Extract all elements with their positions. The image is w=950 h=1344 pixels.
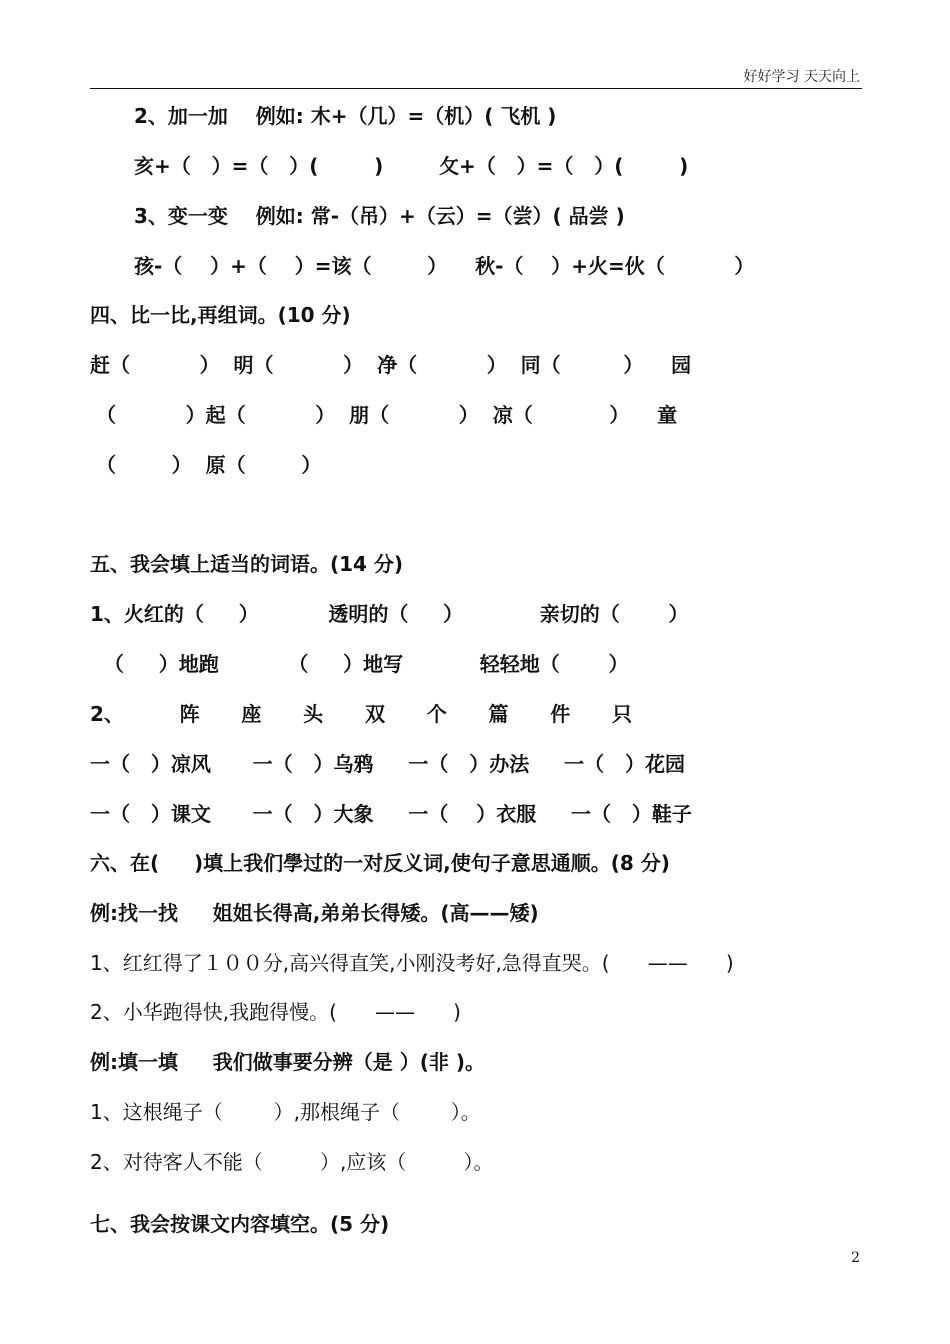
- section-5-q2-row-2: 一（ ）课文 一（ ）大象 一（ ）衣服 一（ ）鞋子: [90, 802, 692, 826]
- section-6-q2: 2、小华跑得快,我跑得慢。( —— ): [90, 1000, 461, 1024]
- section-5-q2-words: 2、 阵 座 头 双 个 篇 件 只: [90, 702, 633, 726]
- section-4-title: 四、比一比,再组词。(10 分): [90, 303, 351, 327]
- section-5-title: 五、我会填上适当的词语。(14 分): [90, 552, 404, 576]
- q3-2-title: 2、加一加 例如: 木+（几）=（机）( 飞机 ): [134, 104, 557, 128]
- section-7-title: 七、我会按课文内容填空。(5 分): [90, 1212, 390, 1236]
- section-4-row-1: 赶（ ） 明（ ） 净（ ） 同（ ） 园: [90, 353, 692, 377]
- section-6-q1: 1、红红得了１００分,高兴得直笑,小刚没考好,急得直哭。( —— ): [90, 951, 734, 975]
- section-5-q2-row-1: 一（ ）凉风 一（ ）乌鸦 一（ ）办法 一（ ）花园: [90, 752, 685, 776]
- q3-2-items: 亥+（ ）=（ ）( ) 攵+（ ）=（ ）( ): [134, 154, 689, 178]
- section-6-q4: 2、对待客人不能（ ）,应该（ ）。: [90, 1150, 494, 1174]
- page-number: 2: [851, 1250, 860, 1266]
- section-4-row-2: （ ）起（ ） 朋（ ） 凉（ ） 童: [96, 403, 678, 427]
- section-4-row-3: （ ） 原（ ）: [96, 453, 322, 477]
- q3-3-title: 3、变一变 例如: 常-（吊）+（云）=（尝）( 品尝 ): [134, 204, 625, 228]
- section-5-q1-row-2: （ ）地跑 （ ）地写 轻轻地（ ）: [90, 652, 629, 676]
- q3-3-items: 孩-（ ）+（ ）=该（ ） 秋-（ ）+火=伙（ ）: [134, 254, 755, 278]
- section-6-title: 六、在( )填上我们學过的一对反义词,使句子意思通顺。(8 分): [90, 851, 670, 875]
- section-6-example-1: 例:找一找 姐姐长得高,弟弟长得矮。(高——矮): [90, 901, 539, 925]
- header-rule: [90, 88, 862, 89]
- page-header: 好好学习 天天向上: [743, 69, 860, 85]
- section-6-q3: 1、这根绳子（ ）,那根绳子（ ）。: [90, 1100, 481, 1124]
- section-6-example-2: 例:填一填 我们做事要分辨（是 ）(非 )。: [90, 1050, 486, 1074]
- section-5-q1-row-1: 1、火红的（ ） 透明的（ ） 亲切的（ ）: [90, 602, 689, 626]
